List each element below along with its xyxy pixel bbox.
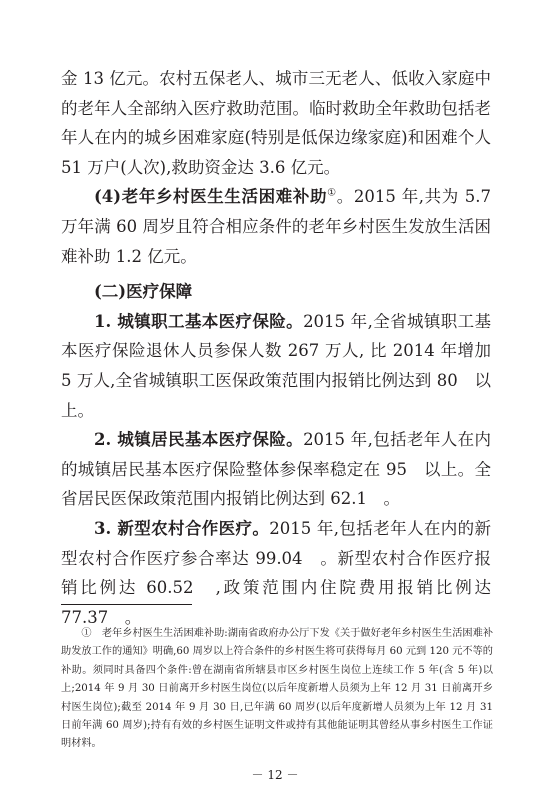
resident-insurance-heading: 2. 城镇居民基本医疗保险。 (94, 430, 304, 450)
subsidy-text: 。2015 年,共为 5.7 万年满 60 周岁且符合相应条件的老年乡村医生发放生活困难补助 1.2 亿元。 (61, 187, 492, 266)
paragraph-urban-employee-insurance (61, 307, 491, 425)
footnote-text: 老年乡村医生生活困难补助:湖南省政府办公厅下发《关于做好老年乡村医生生活困难补助发放工作的通知》明确,60 周岁以上符合条件的乡村医生将可获得每月 60 元到 120 元不等的补助。须同时具备四个条件:曾在湖南省所辖县市区乡村医生岗位上连续工作 5 年(含 5 年)以上;2014 年 9 月 30 日前离开乡村医生岗位(以后年度新增人员须为上年 12 月 31 日前离开乡村医生岗位);截至 2014 年 9 月 30 日,已年满 60 周岁(以后年度新增人员须为上年 12 月 31 日前年满 60 周岁);持有有效的乡村医生证明文件或持有其他能证明其曾经从事乡村医生工作证明材料。 (61, 628, 494, 750)
footnote-reference[interactable]: ① (327, 187, 337, 199)
subsidy-heading: (4)老年乡村医生生活困难补助 (94, 187, 328, 207)
paragraph-rural-doctor-subsidy (61, 182, 491, 271)
footnote-paragraph (61, 625, 493, 754)
section-heading-medical-security: (二)医疗保障 (94, 282, 193, 302)
body-text (61, 64, 491, 632)
cooperative-medical-heading: 3. 新型农村合作医疗。 (94, 518, 270, 538)
paragraph-medical-aid: 金 13 亿元。农村五保老人、城市三无老人、低收入家庭中的老年人全部纳入医疗救助范围。临时救助全年救助包括老年人在内的城乡困难家庭(特别是低保边缘家庭)和困难个人 51 万户(人次),救助资金达 3.6 亿元。 (61, 69, 491, 177)
employee-insurance-text: 2015 年,全省城镇职工基本医疗保险退休人员参保人数 267 万人, 比 2014 年增加 5 万人,全省城镇职工医保政策范围内报销比例达到 80 以上。 (61, 311, 491, 420)
resident-insurance-text: 2015 年,包括老年人在内的城镇居民基本医疗保险整体参保率稳定在 95 以上。全省居民医保政策范围内报销比例达到 62.1 。 (61, 430, 491, 509)
page-number: － 12 － (251, 768, 299, 782)
footnote-separator (61, 604, 192, 605)
employee-insurance-heading: 1. 城镇职工基本医疗保险。 (94, 311, 304, 331)
paragraph-rural-cooperative-medical (61, 514, 491, 632)
footnote (61, 625, 493, 754)
paragraph-urban-resident-insurance (61, 425, 491, 514)
footnote-mark: ① (81, 628, 92, 639)
cooperative-medical-text: 2015 年,包括老年人在内的新型农村合作医疗参合率达 99.04 。新型农村合作医疗报销比例达 60.52 ,政策范围内住院费用报销比例达 77.37 。 (61, 518, 491, 627)
